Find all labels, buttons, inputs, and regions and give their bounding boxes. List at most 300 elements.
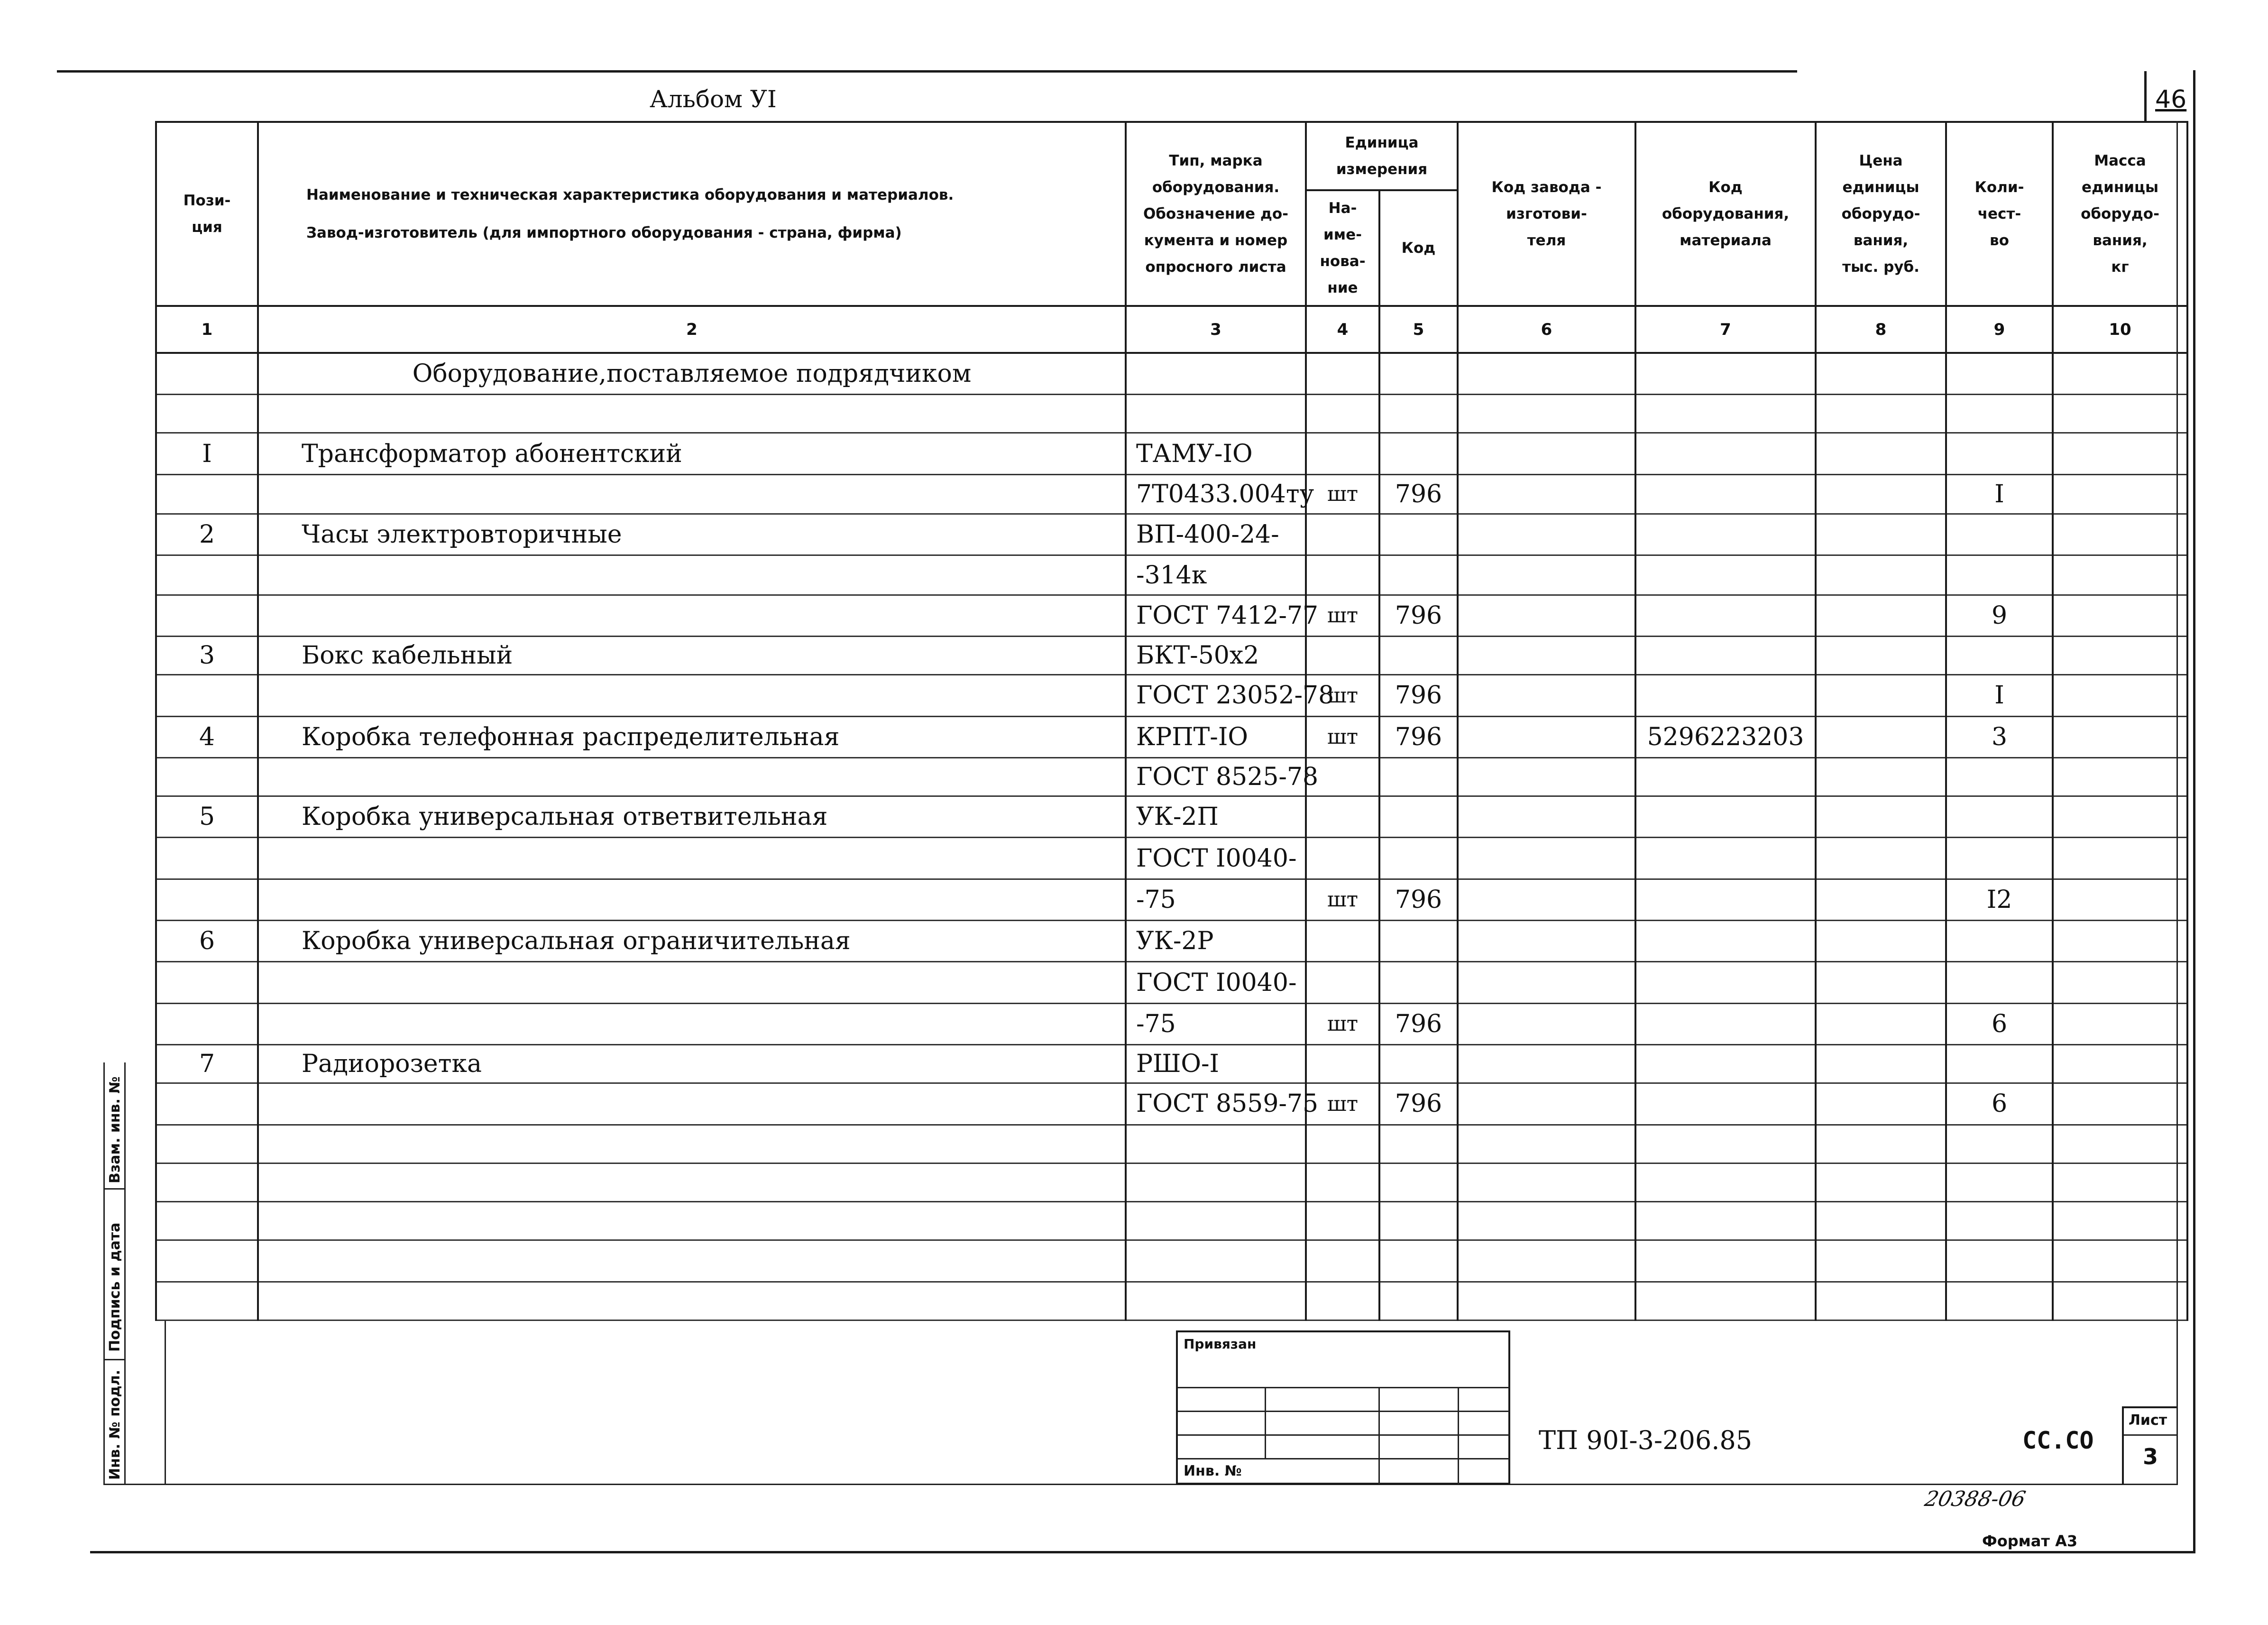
col-header-label: Единица измерения xyxy=(1336,134,1428,178)
column-number: 5 xyxy=(1379,306,1458,353)
cell-mass xyxy=(2053,1045,2187,1083)
cell-type: ГОСТ 7412-77 xyxy=(1126,595,1306,636)
table-row xyxy=(156,474,2187,514)
stamp-line xyxy=(1178,1411,1510,1412)
cell-maker-code xyxy=(1458,353,1635,394)
stamp-line xyxy=(1178,1434,1510,1436)
cell-name xyxy=(258,555,1126,595)
cell-unit xyxy=(1306,1240,1379,1282)
cell-type: ТАМУ-IO xyxy=(1126,433,1306,474)
right-border-line xyxy=(2193,70,2195,1553)
cell-type xyxy=(1126,1240,1306,1282)
cell-quantity: 6 xyxy=(1946,1083,2053,1125)
col-header-equip-code xyxy=(1635,122,1816,306)
cell-price xyxy=(1816,1163,1946,1201)
table-row xyxy=(156,1125,2187,1163)
cell-equipment-code xyxy=(1635,353,1816,394)
col-header-label: На- име- нова- ние xyxy=(1320,200,1366,297)
cell-quantity xyxy=(1946,353,2053,394)
cell-position xyxy=(156,395,258,433)
cell-equipment-code xyxy=(1635,1163,1816,1201)
top-border-line xyxy=(57,70,1797,73)
cell-unit xyxy=(1306,555,1379,595)
cell-mass xyxy=(2053,1083,2187,1125)
cell-quantity xyxy=(1946,838,2053,879)
cell-unit-code: 796 xyxy=(1379,1003,1458,1044)
cell-position: 6 xyxy=(156,921,258,962)
cell-price xyxy=(1816,1003,1946,1044)
col-header-name xyxy=(258,122,1126,306)
cell-quantity xyxy=(1946,555,2053,595)
page-number-divider xyxy=(2144,71,2147,121)
bottom-border-line xyxy=(90,1551,2193,1553)
cell-unit: шт xyxy=(1306,474,1379,514)
cell-price xyxy=(1816,555,1946,595)
cell-maker-code xyxy=(1458,474,1635,514)
cell-price xyxy=(1816,796,1946,838)
cell-price xyxy=(1816,921,1946,962)
cell-price xyxy=(1816,716,1946,757)
cell-quantity xyxy=(1946,1282,2053,1320)
cell-equipment-code xyxy=(1635,433,1816,474)
cell-name xyxy=(258,1083,1126,1125)
cell-position xyxy=(156,1282,258,1320)
cell-position xyxy=(156,1202,258,1240)
cell-position xyxy=(156,1240,258,1282)
cell-mass xyxy=(2053,1163,2187,1201)
cell-mass xyxy=(2053,514,2187,555)
table-row xyxy=(156,838,2187,879)
cell-type xyxy=(1126,395,1306,433)
cell-unit-code xyxy=(1379,838,1458,879)
cell-position xyxy=(156,1125,258,1163)
cell-price xyxy=(1816,838,1946,879)
cell-type: УК-2Р xyxy=(1126,921,1306,962)
cell-maker-code xyxy=(1458,716,1635,757)
cell-name xyxy=(258,1163,1126,1201)
cell-price xyxy=(1816,675,1946,716)
cell-equipment-code xyxy=(1635,595,1816,636)
table-row xyxy=(156,637,2187,675)
bottom-frame-base xyxy=(165,1484,2178,1485)
cell-unit: шт xyxy=(1306,595,1379,636)
cell-equipment-code xyxy=(1635,757,1816,796)
cell-position xyxy=(156,1083,258,1125)
cell-price xyxy=(1816,757,1946,796)
col-header-unit-group xyxy=(1306,122,1458,190)
cell-quantity: I xyxy=(1946,675,2053,716)
col-header-quantity xyxy=(1946,122,2053,306)
table-row xyxy=(156,675,2187,716)
cell-equipment-code xyxy=(1635,474,1816,514)
cell-name xyxy=(258,395,1126,433)
cell-position: 2 xyxy=(156,514,258,555)
cell-price xyxy=(1816,514,1946,555)
cell-type: 7Т0433.004ту xyxy=(1126,474,1306,514)
cell-equipment-code xyxy=(1635,1282,1816,1320)
column-number: 10 xyxy=(2053,306,2187,353)
col-header-mass xyxy=(2053,122,2187,306)
section-code: СС.СО xyxy=(2022,1427,2094,1454)
cell-name xyxy=(258,1202,1126,1240)
table-row xyxy=(156,514,2187,555)
cell-name xyxy=(258,962,1126,1003)
cell-unit-code xyxy=(1379,555,1458,595)
cell-maker-code xyxy=(1458,962,1635,1003)
cell-position xyxy=(156,962,258,1003)
cell-price xyxy=(1816,1125,1946,1163)
cell-unit-code xyxy=(1379,1045,1458,1083)
cell-type: -314к xyxy=(1126,555,1306,595)
cell-maker-code xyxy=(1458,921,1635,962)
cell-name: Коробка универсальная ограничительная xyxy=(258,921,1126,962)
cell-mass xyxy=(2053,1282,2187,1320)
table-row xyxy=(156,716,2187,757)
side-strip-left-line xyxy=(103,1062,105,1485)
col-header-price xyxy=(1816,122,1946,306)
cell-unit-code xyxy=(1379,395,1458,433)
cell-name xyxy=(258,757,1126,796)
table-row xyxy=(156,921,2187,962)
cell-position xyxy=(156,353,258,394)
cell-maker-code xyxy=(1458,1240,1635,1282)
cell-name: Оборудование,поставляемое подрядчиком xyxy=(258,353,1126,394)
table-row xyxy=(156,1083,2187,1125)
cell-unit: шт xyxy=(1306,675,1379,716)
cell-position: 3 xyxy=(156,637,258,675)
stamp-col-line xyxy=(1265,1387,1266,1458)
side-label-inv-no: Инв. № подл. xyxy=(107,1369,123,1480)
col-header-label: Масса единицы оборудо- вания, кг xyxy=(2081,152,2159,276)
col-header-label: Наименование и техническая характеристика оборудования и материалов. Завод-изготовитель (для импортного оборудования - страна, фирма) xyxy=(306,186,954,241)
header-row xyxy=(156,122,2187,190)
cell-unit-code xyxy=(1379,433,1458,474)
cell-price xyxy=(1816,1282,1946,1320)
cell-maker-code xyxy=(1458,757,1635,796)
cell-unit xyxy=(1306,353,1379,394)
cell-position: 7 xyxy=(156,1045,258,1083)
cell-mass xyxy=(2053,796,2187,838)
cell-quantity xyxy=(1946,395,2053,433)
format-label: Формат А3 xyxy=(1982,1532,2078,1550)
cell-name: Коробка телефонная распределительная xyxy=(258,716,1126,757)
cell-unit xyxy=(1306,1163,1379,1201)
cell-unit-code xyxy=(1379,514,1458,555)
cell-price xyxy=(1816,1202,1946,1240)
cell-mass xyxy=(2053,838,2187,879)
side-strip-mid-line xyxy=(124,1062,126,1485)
cell-unit-code xyxy=(1379,962,1458,1003)
stamp-col-line xyxy=(1378,1387,1380,1485)
cell-unit xyxy=(1306,796,1379,838)
sheet-divider xyxy=(2124,1434,2177,1436)
cell-unit: шт xyxy=(1306,716,1379,757)
cell-quantity xyxy=(1946,1240,2053,1282)
cell-mass xyxy=(2053,1202,2187,1240)
table-body xyxy=(156,353,2187,1320)
cell-name: Коробка универсальная ответвительная xyxy=(258,796,1126,838)
cell-type: -75 xyxy=(1126,1003,1306,1044)
cell-mass xyxy=(2053,1240,2187,1282)
cell-mass xyxy=(2053,395,2187,433)
album-title: Альбом УI xyxy=(650,85,777,113)
column-number: 3 xyxy=(1126,306,1306,353)
cell-name xyxy=(258,1125,1126,1163)
cell-equipment-code xyxy=(1635,838,1816,879)
stamp-block xyxy=(1176,1330,1510,1485)
cell-price xyxy=(1816,1045,1946,1083)
cell-type: ГОСТ 23052-78 xyxy=(1126,675,1306,716)
cell-name xyxy=(258,675,1126,716)
cell-position: I xyxy=(156,433,258,474)
col-header-label: Цена единицы оборудо- вания, тыс. руб. xyxy=(1841,152,1920,276)
col-header-position xyxy=(156,122,258,306)
cell-price xyxy=(1816,962,1946,1003)
sheet-label: Лист xyxy=(2129,1412,2167,1429)
cell-equipment-code xyxy=(1635,514,1816,555)
cell-name: Трансформатор абонентский xyxy=(258,433,1126,474)
col-header-label: Код xyxy=(1401,240,1436,257)
cell-equipment-code xyxy=(1635,637,1816,675)
table-row xyxy=(156,595,2187,636)
col-header-unit-code xyxy=(1379,190,1458,306)
table-row xyxy=(156,879,2187,920)
side-strip-divider xyxy=(103,1359,126,1360)
cell-maker-code xyxy=(1458,1282,1635,1320)
cell-unit xyxy=(1306,1202,1379,1240)
column-number: 9 xyxy=(1946,306,2053,353)
cell-type: КРПТ-IO xyxy=(1126,716,1306,757)
cell-type: БКТ-50х2 xyxy=(1126,637,1306,675)
cell-quantity: 9 xyxy=(1946,595,2053,636)
cell-equipment-code xyxy=(1635,1083,1816,1125)
col-header-label: Код завода - изготови- теля xyxy=(1491,178,1602,249)
document-code: ТП 90I-3-206.85 xyxy=(1539,1425,1753,1455)
cell-maker-code xyxy=(1458,595,1635,636)
stamp-line xyxy=(1178,1458,1510,1459)
cell-position xyxy=(156,838,258,879)
cell-price xyxy=(1816,433,1946,474)
cell-maker-code xyxy=(1458,555,1635,595)
table-row xyxy=(156,1163,2187,1201)
cell-quantity xyxy=(1946,514,2053,555)
cell-mass xyxy=(2053,637,2187,675)
cell-maker-code xyxy=(1458,1083,1635,1125)
cell-name: Бокс кабельный xyxy=(258,637,1126,675)
col-header-label: Тип, марка оборудования. Обозначение до- кумента и номер опросного листа xyxy=(1143,152,1289,276)
cell-maker-code xyxy=(1458,433,1635,474)
cell-unit xyxy=(1306,433,1379,474)
cell-equipment-code xyxy=(1635,921,1816,962)
stamp-col-line xyxy=(1458,1387,1459,1485)
table-row xyxy=(156,757,2187,796)
column-number: 4 xyxy=(1306,306,1379,353)
cell-name xyxy=(258,879,1126,920)
cell-unit-code xyxy=(1379,1240,1458,1282)
cell-maker-code xyxy=(1458,838,1635,879)
cell-type xyxy=(1126,1202,1306,1240)
cell-quantity xyxy=(1946,1202,2053,1240)
table-row xyxy=(156,1003,2187,1044)
cell-mass xyxy=(2053,1003,2187,1044)
cell-mass xyxy=(2053,962,2187,1003)
sheet-box xyxy=(2122,1406,2176,1485)
cell-mass xyxy=(2053,675,2187,716)
cell-type: -75 xyxy=(1126,879,1306,920)
cell-price xyxy=(1816,395,1946,433)
cell-type xyxy=(1126,1163,1306,1201)
cell-position xyxy=(156,1003,258,1044)
cell-quantity xyxy=(1946,921,2053,962)
cell-position xyxy=(156,555,258,595)
column-number: 7 xyxy=(1635,306,1816,353)
cell-quantity xyxy=(1946,757,2053,796)
cell-price xyxy=(1816,1240,1946,1282)
cell-maker-code xyxy=(1458,395,1635,433)
table-row xyxy=(156,395,2187,433)
cell-position xyxy=(156,675,258,716)
cell-unit-code: 796 xyxy=(1379,716,1458,757)
table-row xyxy=(156,1202,2187,1240)
cell-mass xyxy=(2053,433,2187,474)
cell-equipment-code xyxy=(1635,962,1816,1003)
cell-quantity xyxy=(1946,1163,2053,1201)
cell-position xyxy=(156,757,258,796)
cell-name xyxy=(258,1240,1126,1282)
cell-type: ГОСТ I0040- xyxy=(1126,838,1306,879)
cell-equipment-code: 5296223203 xyxy=(1635,716,1816,757)
table-row xyxy=(156,1240,2187,1282)
cell-mass xyxy=(2053,1125,2187,1163)
cell-unit xyxy=(1306,637,1379,675)
cell-unit-code xyxy=(1379,353,1458,394)
side-strip-divider xyxy=(103,1188,126,1190)
column-number: 1 xyxy=(156,306,258,353)
side-label-vzam: Взам. инв. № xyxy=(107,1076,123,1183)
specification-table xyxy=(155,121,2188,1321)
page-number: 46 xyxy=(2155,85,2187,114)
cell-mass xyxy=(2053,879,2187,920)
cell-price xyxy=(1816,1083,1946,1125)
cell-type: ГОСТ 8559-75 xyxy=(1126,1083,1306,1125)
sheet-number: 3 xyxy=(2143,1444,2158,1469)
bottom-frame-right xyxy=(2176,121,2178,1485)
column-number: 2 xyxy=(258,306,1126,353)
cell-price xyxy=(1816,474,1946,514)
cell-position xyxy=(156,879,258,920)
cell-mass xyxy=(2053,595,2187,636)
cell-maker-code xyxy=(1458,514,1635,555)
cell-position: 4 xyxy=(156,716,258,757)
cell-quantity xyxy=(1946,1125,2053,1163)
handwritten-number: 20388-06 xyxy=(1922,1487,2028,1511)
stamp-privyazan: Привязан xyxy=(1184,1336,1257,1352)
cell-mass xyxy=(2053,353,2187,394)
cell-quantity: I xyxy=(1946,474,2053,514)
cell-unit xyxy=(1306,962,1379,1003)
cell-maker-code xyxy=(1458,796,1635,838)
cell-name xyxy=(258,1003,1126,1044)
cell-price xyxy=(1816,595,1946,636)
cell-unit-code: 796 xyxy=(1379,595,1458,636)
cell-unit xyxy=(1306,1045,1379,1083)
cell-maker-code xyxy=(1458,675,1635,716)
cell-maker-code xyxy=(1458,1202,1635,1240)
cell-unit xyxy=(1306,838,1379,879)
cell-quantity xyxy=(1946,637,2053,675)
cell-type: РШО-I xyxy=(1126,1045,1306,1083)
cell-quantity xyxy=(1946,962,2053,1003)
cell-name xyxy=(258,1282,1126,1320)
cell-unit: шт xyxy=(1306,1083,1379,1125)
cell-equipment-code xyxy=(1635,395,1816,433)
cell-equipment-code xyxy=(1635,1240,1816,1282)
cell-price xyxy=(1816,879,1946,920)
cell-mass xyxy=(2053,757,2187,796)
cell-unit-code xyxy=(1379,1163,1458,1201)
cell-unit-code xyxy=(1379,637,1458,675)
cell-mass xyxy=(2053,474,2187,514)
bottom-frame-left xyxy=(165,1321,166,1485)
cell-mass xyxy=(2053,716,2187,757)
cell-equipment-code xyxy=(1635,1003,1816,1044)
cell-equipment-code xyxy=(1635,675,1816,716)
cell-price xyxy=(1816,637,1946,675)
cell-unit-code xyxy=(1379,796,1458,838)
cell-unit xyxy=(1306,1282,1379,1320)
col-header-label: Код оборудования, материала xyxy=(1662,178,1790,249)
table-row xyxy=(156,796,2187,838)
column-number-row xyxy=(156,306,2187,353)
cell-equipment-code xyxy=(1635,1202,1816,1240)
table-row xyxy=(156,962,2187,1003)
col-header-label: Коли- чест- во xyxy=(1974,178,2024,249)
cell-maker-code xyxy=(1458,1045,1635,1083)
table-row xyxy=(156,555,2187,595)
cell-name: Часы электровторичные xyxy=(258,514,1126,555)
cell-mass xyxy=(2053,921,2187,962)
cell-position xyxy=(156,1163,258,1201)
cell-maker-code xyxy=(1458,1163,1635,1201)
cell-type: ГОСТ I0040- xyxy=(1126,962,1306,1003)
cell-maker-code xyxy=(1458,1125,1635,1163)
cell-quantity: 3 xyxy=(1946,716,2053,757)
cell-unit xyxy=(1306,921,1379,962)
stamp-inv-no: Инв. № xyxy=(1184,1463,1242,1479)
cell-type xyxy=(1126,1282,1306,1320)
cell-unit xyxy=(1306,1125,1379,1163)
cell-quantity: 6 xyxy=(1946,1003,2053,1044)
cell-position xyxy=(156,595,258,636)
cell-unit-code: 796 xyxy=(1379,1083,1458,1125)
cell-type: ГОСТ 8525-78 xyxy=(1126,757,1306,796)
cell-unit-code xyxy=(1379,921,1458,962)
cell-type: УК-2П xyxy=(1126,796,1306,838)
cell-equipment-code xyxy=(1635,1045,1816,1083)
cell-type: ВП-400-24- xyxy=(1126,514,1306,555)
col-header-unit-name xyxy=(1306,190,1379,306)
cell-name xyxy=(258,838,1126,879)
cell-quantity: I2 xyxy=(1946,879,2053,920)
cell-equipment-code xyxy=(1635,1125,1816,1163)
cell-quantity xyxy=(1946,796,2053,838)
table-row xyxy=(156,1282,2187,1320)
stamp-line xyxy=(1178,1387,1510,1388)
cell-unit-code xyxy=(1379,1202,1458,1240)
side-strip-bottom xyxy=(103,1484,165,1485)
cell-equipment-code xyxy=(1635,555,1816,595)
cell-unit-code xyxy=(1379,1125,1458,1163)
